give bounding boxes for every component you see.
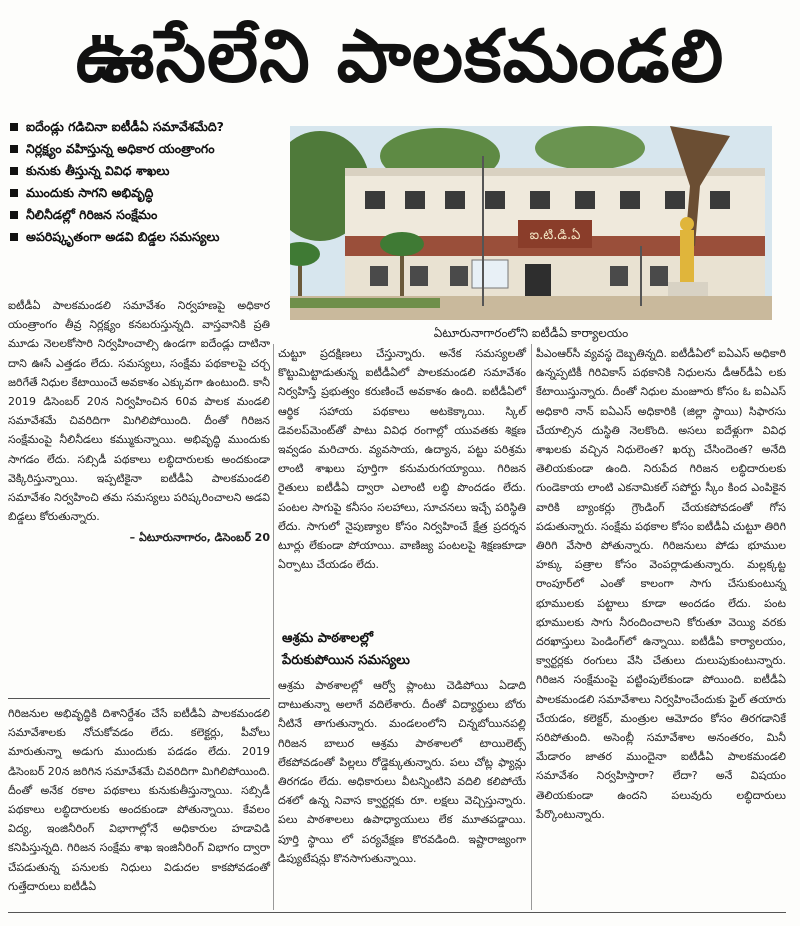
article-column-3 (536, 344, 786, 824)
bullet-text: అపరిష్కృతంగా అడవి బిడ్డల సమస్యలు (26, 229, 220, 244)
section-divider (8, 698, 270, 699)
article-column-1-lower (8, 704, 270, 896)
column-divider (531, 344, 532, 910)
column-divider (273, 344, 274, 910)
photo-caption: ఏటూరునాగారంలోని ఐటీడీఏ కార్యాలయం (433, 326, 629, 340)
bullet-item (8, 182, 280, 204)
paragraph: చుట్టూ ప్రదక్షిణలు చేస్తున్నారు. అనేక సమస్యలతో కొట్టుమిట్టాడుతున్న ఐటీడీఏలో పాలకమండలి సమావేశం నిర్వహిస్తే ప్రభుత్వం కరుణించే అవకాశం ఉంది. ఐటీడీఏలో ఆర్థిక సహాయ పథకాలు అటకెక్కాయి. స్కిల్ డెవలప్‌మెంట్‌తో పాటు వివిధ రంగాల్లో యువతకు శిక్షణ ఇవ్వడం మరిచారు. వ్యవసాయ, ఉద్యాన, పట్టు పరిశ్రమ లాంటి శాఖలు పూర్తిగా కనుమరుగయ్యాయి. గిరిజన రైతులు ఐటీడీఏ ద్వారా ఎలాంటి లబ్ధి పొందడం లేదు. పంటల సాగుపై కనీసం సలహాలు, సూచనలు ఇచ్చే పరిస్థితి లేదు. సాగులో నైపుణ్యాల కోసం నిర్వహించే క్షేత్ర ప్రదర్శన టూర్లు లేకుండా పోయాయి. వాణిజ్య పంటలపై శిక్షణకూడా ఏర్పాటు చేయడం లేదు. (278, 347, 526, 572)
bullet-square-icon (10, 167, 18, 175)
bullet-text: నిర్లక్ష్యం వహిస్తున్న అధికార యంత్రాంగం (26, 141, 215, 156)
board-text: ఐ.టి.డి.ఏ (529, 228, 581, 243)
bullet-text: నీలినీడల్లో గిరిజన సంక్షేమం (26, 207, 158, 222)
paragraph: గిరిజనుల అభివృద్ధికి దిశానిర్దేశం చేసే ఐటీడీఏ పాలకమండలి సమావేశాలకు నోచుకోవడం లేదు. కలెక్టర్లు, పీవోలు మారుతున్నా అడుగు ముందుకు పడడం లేదు. 2019 డిసెంబర్ 20న జరిగిన సమావేశమే చివరిదిగా మిగిలిపోయింది. దీంతో అనేక రకాల పథకాలు కునుకుతీస్తున్నాయి. సబ్సిడీ పథకాలు లబ్ధిదారులకు అందకుండా పోతున్నాయి. కేవలం విద్య, ఇంజినీరింగ్ విభాగాల్లోనే అధికారుల హడావిడి కనిపిస్తున్నది. గిరిజన సంక్షేమ శాఖ ఇంజినీరింగ్ విభాగం ద్వారా చేపడుతున్న పనులకు నిధులు విడుదల కాకపోవడంతో గుత్తేదారులు ఐటీడీఏ (8, 707, 270, 893)
bullet-item (8, 160, 280, 182)
bullet-text: ముందుకు సాగని అభివృద్ధి (26, 185, 154, 200)
bullet-item (8, 226, 280, 248)
bottom-divider (8, 912, 786, 913)
article-column-1 (8, 296, 270, 548)
building-illustration (290, 126, 772, 320)
headline: ఊసేలేని పాలకమండలి (75, 14, 725, 98)
subheading-line: పేరుకుపోయిన సమస్యలు (282, 653, 410, 668)
bullet-square-icon (10, 211, 18, 219)
article-column-2 (278, 344, 526, 574)
article-column-2-lower (278, 676, 526, 868)
bullet-item (8, 138, 280, 160)
bullet-square-icon (10, 189, 18, 197)
bullet-list (8, 116, 280, 248)
bullet-item (8, 116, 280, 138)
bullet-item (8, 204, 280, 226)
paragraph: పీఎంఆర్‌సీ వ్యవస్థ దెబ్బతిన్నది. ఐటీడీఏలో ఐఏఎస్ అధికారి ఉన్నప్పటికీ గిరివికాస్ పథకానికి నిధులను డీఆర్‌డీఏ లకు కేటాయిస్తున్నారు. దీంతో నిధుల మంజూరు కోసం ఓ ఐఏఎస్ అధికారి నాన్ ఐఏఎస్ అధికారికి (జిల్లా స్థాయి) సిఫారసు చేయాల్సిన దుస్థితి నెలకొంది. అసలు ఐదేళ్లుగా వివిధ శాఖలకు వచ్చిన నిధులెంత? ఖర్చు చేసిందెంత? అనేది తెలియకుండా ఉంది. నిరుపేద గిరిజన లబ్ధిదారులకు గుండెకాయ లాంటి ఎకనామికల్ సపోర్టు స్కీం కింద ఎంపికైన వారికి బ్యాంకర్లు గ్రౌండింగ్ చేయకపోవడంతో గోస పడుతున్నారు. సంక్షేమ పథకాల కోసం ఐటీడీఏ చుట్టూ తిరిగి తిరిగి వేసారి పోతున్నారు. గిరిజనులు పోడు భూముల హక్కు పత్రాల కోసం వెంపర్లాడుతున్నారు. మల్లక్కట్ట రాంపూర్‌లో ఎంతో కాలంగా సాగు చేసుకుంటున్న భూములకు పట్టాలు కూడా అందడం లేదు. పంట భూములకు సాగు నీరందించాలని కోరుతూ వెయ్యి వరకు దరఖాస్తులు పెండింగ్‌లో ఉన్నాయి. ఐటీడీఏ కార్యాలయం, క్వార్టర్లకు రంగులు వేసి చేతులు దులుపుకుంటున్నారు. గిరిజన సంక్షేమంపై పట్టింపులేకుండా పోయింది. ఐటీడీఏ పాలకమండలి సమావేశాలు నిర్వహించేందుకు ఫైల్ తయారు చేయడం, కలెక్టర్, మంత్రుల ఆమోదం కోసం తిరగడానికే సరిపోతుంది. అసెంబ్లీ సమావేశాల అనంతరం, మినీ మేడారం జాతర ముందైనా ఐటీడీఏ పాలకమండలి సమావేశం నిర్వహిస్తారా? లేదా? అనే విషయం తెలియకుండా ఉందని పలువురు లబ్ధిదారులు పేర్కొంటున్నారు. (536, 347, 786, 821)
bullet-square-icon (10, 145, 18, 153)
itda-office-photo (290, 126, 772, 320)
paragraph: ఆశ్రమ పాఠశాలల్లో ఆర్వో ప్లాంటు చెడిపోయి ఏడాది దాటుతున్నా అలాగే వదిలేశారు. దీంతో విద్యార్థులు బోరు నీటినే తాగుతున్నారు. మండలంలోని చిన్నబోయినపల్లి గిరిజన బాలుర ఆశ్రమ పాఠశాలలో టాయిలెట్స్ లేకపోవడంతో పిల్లలు రోడ్డెక్కుతున్నారు. పలు చోట్ల ఫ్యాన్లు తిరగడం లేదు. అధికారులు వీటన్నింటిని వదిలి కలిపోయే దశలో ఉన్న నివాస క్వార్టర్లకు రూ. లక్షలు వెచ్చిస్తున్నారు. పలు పాఠశాలలు ఉపాధ్యాయులు లేక మూతపడ్డాయి. పూర్తి స్థాయి లో పర్యవేక్షణ కొరవడింది. ఇష్టారాజ్యంగా డిప్యుటేషన్లు కొనసాగుతున్నాయి. (278, 679, 526, 865)
bullet-text: ఐదేండ్లు గడిచినా ఐటీడీఏ సమావేశమేది? (26, 119, 224, 134)
paragraph: ఐటీడీఏ పాలకమండలి సమావేశం నిర్వహణపై అధికార యంత్రాంగం తీవ్ర నిర్లక్ష్యం కనబరుస్తున్నది. వాస్తవానికి ప్రతి మూడు నెలలకోసారి నిర్వహించాల్సి ఉండగా ఐదేండ్లు దాటినా దాని ఊసే ఎత్తడం లేదు. సమస్యలు, సంక్షేమ పథకాలపై చర్చ జరిగేతే నిధుల కేటాయించే అవకాశం ఎక్కువగా ఉంటుంది. కానీ 2019 డిసెంబర్ 20న నిర్వహించిన 60వ పాలక మండలి సమావేశమే చివరిదిగా మిగిలిపోయింది. దీంతో గిరిజన సంక్షేమంపై నీలినీడలు కమ్ముకున్నాయి. అభివృద్ధి ముందుకు సాగడం లేదు. సబ్సిడీ పథకాలు లబ్ధిదారులకు అందకుండా వెక్కిరిస్తున్నాయి. ఇప్పటికైనా ఐటీడీఏ పాలకమండలి సమావేశం నిర్వహించి తమ సమస్యలు పరిష్కరించాలని అడవి బిడ్డలు కోరుతున్నారు. (8, 299, 271, 524)
dateline: – ఏటూరునాగారం, డిసెంబర్ 20 (129, 531, 270, 545)
bullet-square-icon (10, 233, 18, 241)
bullet-text: కునుకు తీస్తున్న వివిధ శాఖలు (26, 163, 170, 178)
subheading (282, 628, 522, 672)
subheading-line: ఆశ్రమ పాఠశాలల్లో (282, 631, 373, 646)
bullet-square-icon (10, 123, 18, 131)
